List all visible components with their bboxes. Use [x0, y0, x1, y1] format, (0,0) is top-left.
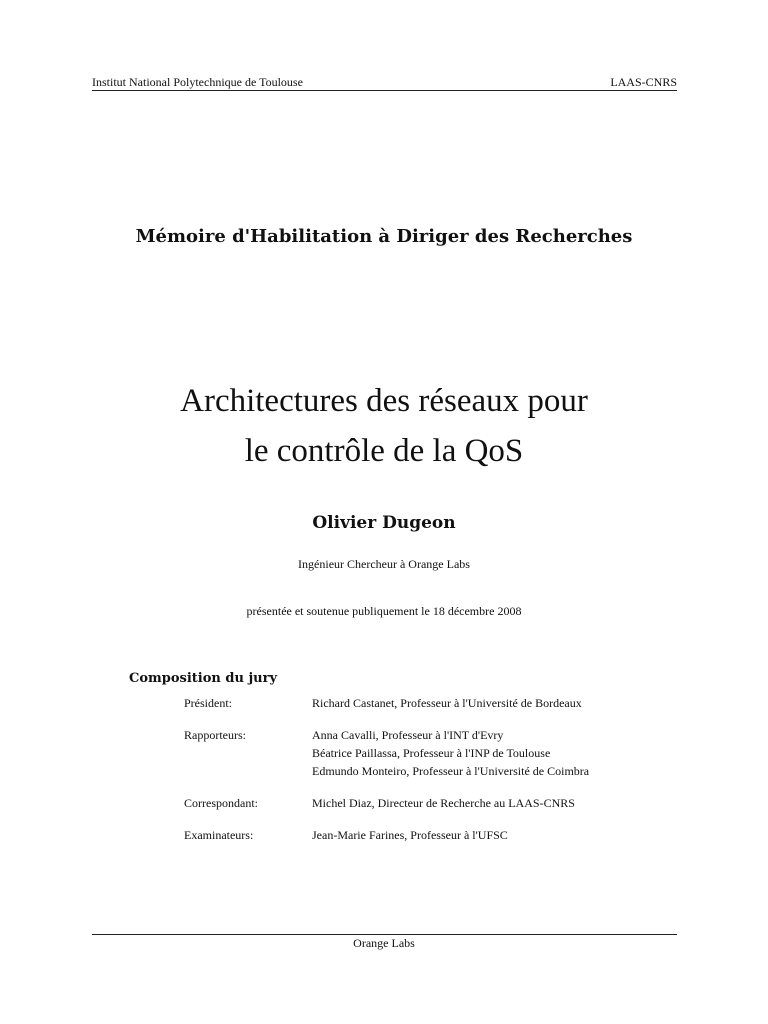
jury-member: Michel Diaz, Directeur de Recherche au LAAS-CNRS [312, 796, 575, 810]
running-footer: Orange Labs [353, 936, 415, 950]
jury-members [312, 694, 704, 712]
jury-row-correspondant [184, 794, 704, 812]
jury-row-examinateurs [184, 826, 704, 844]
jury-heading: Composition du jury [129, 671, 278, 686]
jury-member: Béatrice Paillassa, Professeur à l'INP de Toulouse [312, 746, 551, 760]
jury-members [312, 726, 704, 780]
jury-row-rapporteurs [184, 726, 704, 780]
jury-member: Jean-Marie Farines, Professeur à l'UFSC [312, 828, 508, 842]
author-affiliation: Ingénieur Chercheur à Orange Labs [298, 557, 470, 571]
jury-role: Examinateurs: [184, 828, 254, 842]
running-header [92, 70, 677, 90]
jury-members [312, 794, 704, 812]
defense-statement: présentée et soutenue publiquement le 18 décembre 2008 [246, 604, 522, 618]
author-name: Olivier Dugeon [312, 513, 456, 533]
header-lab: LAAS-CNRS [610, 75, 677, 89]
jury-list [184, 694, 704, 858]
header-institution: Institut National Polytechnique de Toulouse [92, 75, 303, 89]
jury-member: Edmundo Monteiro, Professeur à l'Université de Coimbra [312, 764, 590, 778]
title-line-2: le contrôle de la QoS [244, 433, 524, 469]
jury-role: Correspondant: [184, 796, 258, 810]
jury-member: Richard Castanet, Professeur à l'Université de Bordeaux [312, 696, 582, 710]
jury-role: Président: [184, 696, 232, 710]
jury-role: Rapporteurs: [184, 728, 246, 742]
jury-members [312, 826, 704, 844]
document-subtitle: Mémoire d'Habilitation à Diriger des Recherches [135, 226, 633, 247]
jury-member: Anna Cavalli, Professeur à l'INT d'Evry [312, 728, 504, 742]
jury-row-president [184, 694, 704, 712]
footer-rule [92, 934, 677, 935]
document-title [0, 376, 768, 476]
title-line-1: Architectures des réseaux pour [180, 383, 588, 419]
header-rule [92, 90, 677, 91]
